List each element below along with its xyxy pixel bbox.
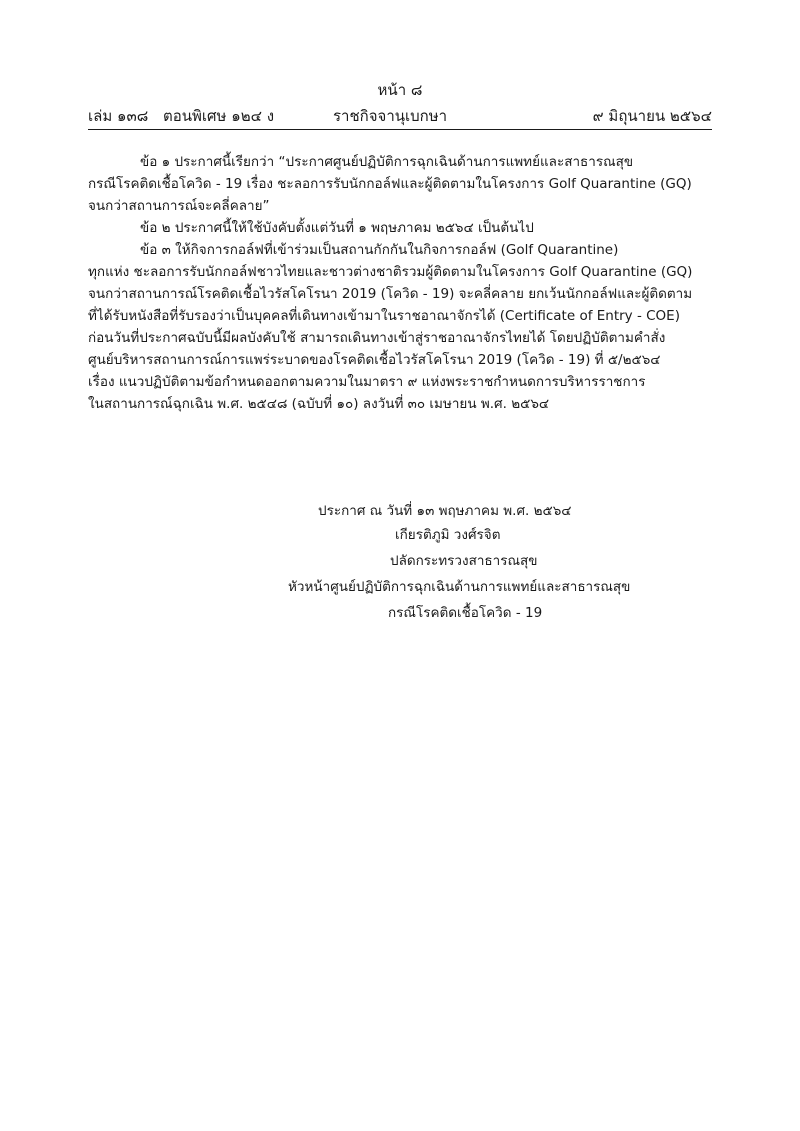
header-rule bbox=[88, 129, 712, 130]
clause-3-line-2: ทุกแห่ง ชะลอการรับนักกอล์ฟชาวไทยและชาวต่างชาติรวมผู้ติดตามในโครงการ Golf Quarantine (GQ) bbox=[88, 264, 693, 280]
clause-3-line-6: ศูนย์บริหารสถานการณ์การแพร่ระบาดของโรคติดเชื้อไวรัสโคโรนา 2019 (โควิด - 19) ที่ ๕/๒๕๖๔ bbox=[88, 352, 661, 368]
clause-3-line-5: ก่อนวันที่ประกาศฉบับนี้มีผลบังคับใช้ สามารถเดินทางเข้าสู่ราชอาณาจักรไทยได้ โดยปฏิบัติตามคำสั่ง bbox=[88, 330, 666, 346]
gazette-name: ราชกิจจานุเบกษา bbox=[333, 107, 448, 125]
clause-3-line-1: ข้อ ๓ ให้กิจการกอล์ฟที่เข้าร่วมเป็นสถานกักกันในกิจการกอล์ฟ (Golf Quarantine) bbox=[140, 242, 619, 258]
clause-3-line-8: ในสถานการณ์ฉุกเฉิน พ.ศ. ๒๕๔๘ (ฉบับที่ ๑๐) ลงวันที่ ๓๐ เมษายน พ.ศ. ๒๕๖๔ bbox=[88, 396, 550, 412]
page-number: หน้า ๘ bbox=[377, 81, 423, 99]
signatory-position-2: หัวหน้าศูนย์ปฏิบัติการฉุกเฉินด้านการแพทย์และสาธารณสุข bbox=[288, 579, 631, 595]
signatory-name: เกียรติภูมิ วงศ์รจิต bbox=[395, 527, 501, 543]
announcement-date: ประกาศ ณ วันที่ ๑๓ พฤษภาคม พ.ศ. ๒๕๖๔ bbox=[318, 503, 572, 519]
signatory-position-1: ปลัดกระทรวงสาธารณสุข bbox=[390, 553, 538, 569]
clause-1-line-1: ข้อ ๑ ประกาศนี้เรียกว่า “ประกาศศูนย์ปฏิบัติการฉุกเฉินด้านการแพทย์และสาธารณสุข bbox=[140, 154, 634, 170]
publication-date: ๙ มิถุนายน ๒๕๖๔ bbox=[592, 107, 712, 125]
clause-3-line-4: ที่ได้รับหนังสือที่รับรองว่าเป็นบุคคลที่เดินทางเข้ามาในราชอาณาจักรได้ (Certificate of Entry - COE) bbox=[88, 308, 680, 324]
signatory-position-3: กรณีโรคติดเชื้อโควิด - 19 bbox=[388, 605, 543, 621]
clause-3-line-3: จนกว่าสถานการณ์โรคติดเชื้อไวรัสโคโรนา 2019 (โควิด - 19) จะคลี่คลาย ยกเว้นนักกอล์ฟและผู้ติดตาม bbox=[88, 286, 693, 302]
clause-1-line-3: จนกว่าสถานการณ์จะคลี่คลาย” bbox=[88, 198, 270, 214]
gazette-header bbox=[88, 104, 712, 126]
clause-2-line-1: ข้อ ๒ ประกาศนี้ให้ใช้บังคับตั้งแต่วันที่ ๑ พฤษภาคม ๒๕๖๔ เป็นต้นไป bbox=[140, 220, 534, 236]
clause-3-line-7: เรื่อง แนวปฏิบัติตามข้อกำหนดออกตามความในมาตรา ๙ แห่งพระราชกำหนดการบริหารราชการ bbox=[88, 374, 646, 390]
clause-1-line-2: กรณีโรคติดเชื้อโควิด - 19 เรื่อง ชะลอการรับนักกอล์ฟและผู้ติดตามในโครงการ Golf Quarantine (GQ) bbox=[88, 176, 692, 192]
volume-label: เล่ม ๑๓๘ bbox=[88, 107, 149, 125]
issue-label: ตอนพิเศษ ๑๒๔ ง bbox=[163, 107, 275, 125]
